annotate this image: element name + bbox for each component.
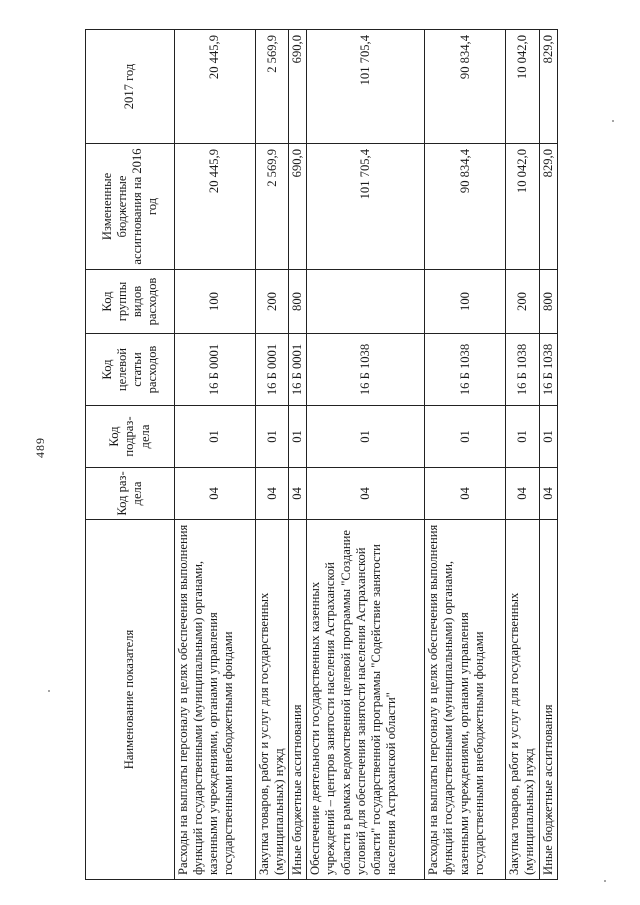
scan-speck bbox=[612, 120, 614, 122]
table-row bbox=[539, 30, 557, 880]
row-budget-2016: 20 445,9 bbox=[175, 144, 256, 270]
row-vr: 800 bbox=[289, 270, 307, 334]
col-header-budget-2017: 2017 год bbox=[86, 30, 175, 144]
row-budget-2017: 20 445,9 bbox=[175, 30, 256, 144]
scan-speck bbox=[48, 690, 50, 692]
row-budget-2016: 2 569,9 bbox=[256, 144, 289, 270]
row-vr: 100 bbox=[425, 270, 506, 334]
table-header-row bbox=[86, 30, 175, 880]
row-razdel: 04 bbox=[175, 468, 256, 520]
row-podrazdel: 01 bbox=[506, 406, 539, 468]
table-row bbox=[289, 30, 307, 880]
row-budget-2017: 690,0 bbox=[289, 30, 307, 144]
row-csr: 16 Б 0001 bbox=[289, 334, 307, 406]
col-header-csr: Код целевой статьи расходов bbox=[86, 334, 175, 406]
row-vr: 200 bbox=[506, 270, 539, 334]
row-name: Обеспечение деятельности государственных казенных учреждений – центров занятости населения Астраханской области в рамках ведомственной целевой программы "Создание условий для обеспечения занятости населения Астраханской области" государственной программы "Содействие занятости населения Астраханской области" bbox=[307, 520, 425, 880]
row-budget-2016: 101 705,4 bbox=[307, 144, 425, 270]
row-razdel: 04 bbox=[289, 468, 307, 520]
row-budget-2016: 829,0 bbox=[539, 144, 557, 270]
row-razdel: 04 bbox=[506, 468, 539, 520]
row-razdel: 04 bbox=[425, 468, 506, 520]
col-header-razdel: Код раз-дела bbox=[86, 468, 175, 520]
row-vr: 800 bbox=[539, 270, 557, 334]
row-budget-2017: 829,0 bbox=[539, 30, 557, 144]
row-budget-2016: 90 834,4 bbox=[425, 144, 506, 270]
row-budget-2016: 690,0 bbox=[289, 144, 307, 270]
row-budget-2016: 10 042,0 bbox=[506, 144, 539, 270]
row-vr bbox=[307, 270, 425, 334]
budget-table bbox=[85, 29, 558, 880]
table-row bbox=[307, 30, 425, 880]
row-podrazdel: 01 bbox=[289, 406, 307, 468]
row-name: Иные бюджетные ассигнования bbox=[289, 520, 307, 880]
scan-speck bbox=[604, 880, 606, 882]
row-razdel: 04 bbox=[539, 468, 557, 520]
row-csr: 16 Б 0001 bbox=[175, 334, 256, 406]
row-budget-2017: 101 705,4 bbox=[307, 30, 425, 144]
row-podrazdel: 01 bbox=[175, 406, 256, 468]
row-csr: 16 Б 1038 bbox=[539, 334, 557, 406]
row-vr: 200 bbox=[256, 270, 289, 334]
page-number: 489 bbox=[33, 437, 47, 458]
row-budget-2017: 90 834,4 bbox=[425, 30, 506, 144]
col-header-name: Наименование показателя bbox=[86, 520, 175, 880]
row-csr: 16 Б 1038 bbox=[307, 334, 425, 406]
row-name: Иные бюджетные ассигнования bbox=[539, 520, 557, 880]
col-header-podrazdel: Код подраз-дела bbox=[86, 406, 175, 468]
row-podrazdel: 01 bbox=[539, 406, 557, 468]
col-header-vr: Код группы видов расходов bbox=[86, 270, 175, 334]
row-razdel: 04 bbox=[307, 468, 425, 520]
table-row bbox=[175, 30, 256, 880]
row-budget-2017: 2 569,9 bbox=[256, 30, 289, 144]
row-podrazdel: 01 bbox=[425, 406, 506, 468]
row-name: Расходы на выплаты персоналу в целях обеспечения выполнения функций государственными (муниципальными) органами, казенными учреждениями, органами управления государственными внебюджетными фондами bbox=[175, 520, 256, 880]
row-name: Закупка товаров, работ и услуг для государственных (муниципальных) нужд bbox=[506, 520, 539, 880]
row-name: Закупка товаров, работ и услуг для государственных (муниципальных) нужд bbox=[256, 520, 289, 880]
table-row bbox=[506, 30, 539, 880]
row-razdel: 04 bbox=[256, 468, 289, 520]
row-budget-2017: 10 042,0 bbox=[506, 30, 539, 144]
table-holder bbox=[85, 30, 558, 880]
row-podrazdel: 01 bbox=[307, 406, 425, 468]
row-vr: 100 bbox=[175, 270, 256, 334]
row-podrazdel: 01 bbox=[256, 406, 289, 468]
row-csr: 16 Б 0001 bbox=[256, 334, 289, 406]
row-csr: 16 Б 1038 bbox=[506, 334, 539, 406]
row-csr: 16 Б 1038 bbox=[425, 334, 506, 406]
col-header-budget-2016: Измененные бюджетные ассигнования на 2016 год bbox=[86, 144, 175, 270]
row-name: Расходы на выплаты персоналу в целях обеспечения выполнения функций государственными (муниципальными) органами, казенными учреждениями, органами управления государственными внебюджетными фондами bbox=[425, 520, 506, 880]
table-row bbox=[425, 30, 506, 880]
table-row bbox=[256, 30, 289, 880]
